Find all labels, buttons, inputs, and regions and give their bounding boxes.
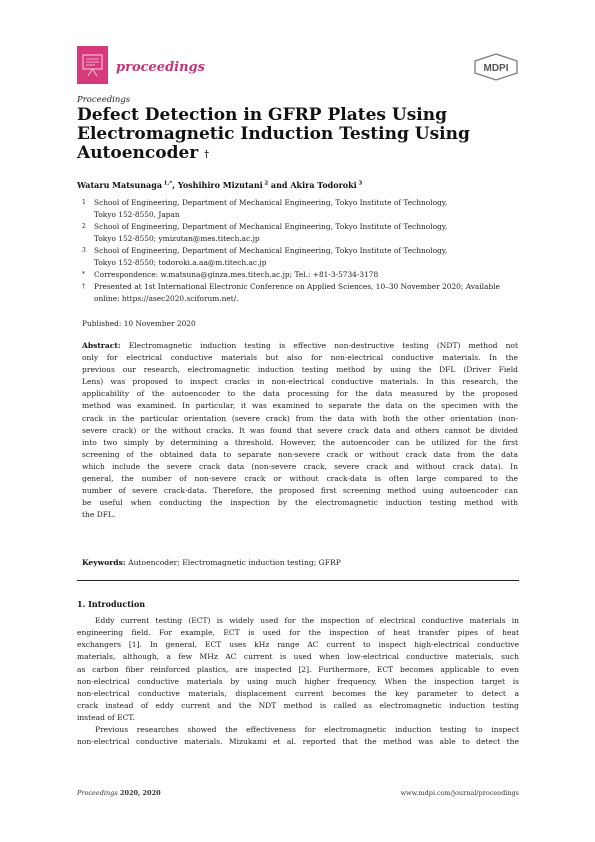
author-sup: 3 — [358, 180, 363, 187]
body-line: materials, although, a few MHz AC current is used when low-electrical conductive materials, such — [77, 652, 519, 662]
abstract-line: number of severe crack-data. Therefore, the proposed first screening method using autoencoder can — [82, 486, 518, 496]
affiliation-text: School of Engineering, Department of Mechanical Engineering, Tokyo Institute of Technology, — [94, 246, 448, 255]
correspondence-text: Correspondence: w.matsuna@ginza.mes.titech.ac.jp; Tel.: +81-3-5734-3178 — [94, 270, 379, 279]
author-name: Akira Todoroki — [290, 180, 357, 190]
title-line: Electromagnetic Induction Testing Using — [77, 124, 470, 144]
title-line: Defect Detection in GFRP Plates Using — [77, 105, 447, 125]
affiliation-1 — [82, 197, 522, 220]
body-line: Previous researches showed the effectiveness for electromagnetic induction testing to inspect — [95, 725, 519, 735]
affiliation-mark: 3 — [82, 247, 86, 254]
body-line: Eddy current testing (ECT) is widely used for the inspection of electrical conductive materials in — [95, 616, 519, 625]
author-list — [77, 180, 362, 190]
title-line-text: Autoencoder — [77, 143, 199, 163]
conference-note — [82, 281, 522, 304]
body-line: engineering field. For example, ECT is used for the inspection of heat transfer pipes of heat — [77, 628, 519, 638]
abstract-line: method was examined. In particular, it was examined to separate the data on the specimen with the — [82, 401, 518, 411]
published-date: Published: 10 November 2020 — [82, 319, 196, 328]
abstract-line: applicability of the autoencoder to the data processing for the data measured by the proposed — [82, 389, 518, 399]
keywords — [82, 558, 341, 567]
keywords-label: Keywords: — [82, 558, 126, 567]
abstract — [82, 340, 518, 521]
affiliation-mark: 1 — [82, 199, 86, 206]
introduction-body — [77, 615, 519, 749]
abstract-line-text: Electromagnetic induction testing is effective non-destructive testing (NDT) method not — [128, 341, 518, 350]
affiliation-text: School of Engineering, Department of Mechanical Engineering, Tokyo Institute of Technology, — [94, 222, 448, 231]
footer-citation — [77, 789, 161, 797]
mdpi-logo-text: MDPI — [483, 63, 509, 74]
author-name: Wataru Matsunaga — [77, 180, 162, 190]
body-line: as carbon fiber reinforced plastics, are inspected [2]. Furthermore, ECT becomes applicable to even — [77, 664, 519, 674]
author-separator: and — [268, 180, 291, 190]
abstract-label: Abstract: — [82, 341, 121, 350]
abstract-line: into two simply by determining a threshold. However, the autoencoder can be utilized for the first — [82, 437, 518, 447]
abstract-line: the DFL. — [82, 510, 116, 520]
title-footnote-mark: † — [204, 150, 209, 160]
body-line: crack instead of eddy current and the NDT method is called as electromagnetic induction testing — [77, 700, 519, 710]
body-line: exchangers [1]. In general, ECT uses kHz range AC current to inspect high-electrical conductive — [77, 640, 519, 650]
affiliation-email-line: Tokyo 152-8550; todoroki.a.aa@m.titech.ac.jp — [94, 257, 267, 267]
article-type: Proceedings — [77, 95, 131, 105]
abstract-line: Lens) was proposed to inspect cracks in non-electrical conductive materials. In this research, the — [82, 377, 518, 387]
correspondence-mark: * — [82, 271, 85, 278]
abstract-line: only for electrical conductive materials but also for non-electrical conductive materials. In the — [82, 353, 518, 363]
abstract-line: previous our research, electromagnetic induction testing method by using the DFL (Driver Field — [82, 365, 518, 375]
abstract-line: be useful when conducting the inspection by the electromagnetic induction testing method with — [82, 498, 518, 508]
affiliation-mark: 2 — [82, 223, 86, 230]
body-line: non-electrical conductive materials by using much higher frequency. When the inspection target is — [77, 676, 519, 686]
author-name: Yoshihiro Mizutani — [177, 180, 263, 190]
article-title — [77, 106, 477, 163]
conference-text: Presented at 1st International Electronic Conference on Applied Sciences, 10–30 November 2020; Available — [94, 282, 500, 291]
title-line — [77, 144, 477, 163]
affiliation-text: School of Engineering, Department of Mechanical Engineering, Tokyo Institute of Technology, — [94, 198, 448, 207]
section-heading: 1. Introduction — [77, 599, 146, 609]
author-separator: , — [172, 180, 178, 190]
affiliation-2 — [82, 221, 522, 244]
body-line: non-electrical conductive materials. Mizukami et al. reported that the method was able to detect the — [77, 737, 519, 747]
correspondence — [82, 269, 522, 281]
abstract-line: severe crack) or the without cracks. It was found that severe crack data and others cannot be divided — [82, 425, 518, 435]
conference-mark: † — [82, 283, 85, 290]
keywords-text: Autoencoder; Electromagnetic induction testing; GFRP — [128, 558, 341, 567]
abstract-line: crack in the particular orientation (severe crack) from the data with both the other orientation (non- — [82, 413, 518, 423]
affiliation-email-line: Tokyo 152-8550; ymizutan@mes.titech.ac.jp — [94, 233, 260, 243]
body-line: non-electrical conductive materials, displacement current becomes the key parameter to detect a — [77, 688, 519, 698]
body-line: instead of ECT. — [77, 713, 135, 723]
footer-journal: Proceedings — [77, 789, 118, 797]
journal-name: proceedings — [116, 60, 205, 75]
abstract-line: which include the severe crack data (non-severe crack, severe crack and without crack data). In — [82, 461, 518, 471]
abstract-line: screening of the obtained data to separate non-severe crack or without crack data from the data — [82, 449, 518, 459]
mdpi-logo-icon — [473, 53, 519, 85]
author-sup: 2 — [264, 180, 269, 187]
footer-url[interactable]: www.mdpi.com/journal/proceedings — [400, 789, 519, 797]
section-divider — [77, 580, 519, 581]
author-sup: 1,* — [163, 180, 173, 187]
abstract-line: general, the number of non-severe crack or without crack-data is often large compared to the — [82, 474, 518, 484]
journal-logo-icon — [77, 46, 108, 84]
affiliation-3 — [82, 245, 522, 268]
affiliation-text: Tokyo 152-8550, Japan — [94, 209, 180, 219]
footer-year-volume: 2020, 2020 — [117, 789, 161, 797]
conference-text: online: https://asec2020.sciforum.net/. — [94, 293, 239, 303]
abstract-line — [82, 340, 518, 352]
